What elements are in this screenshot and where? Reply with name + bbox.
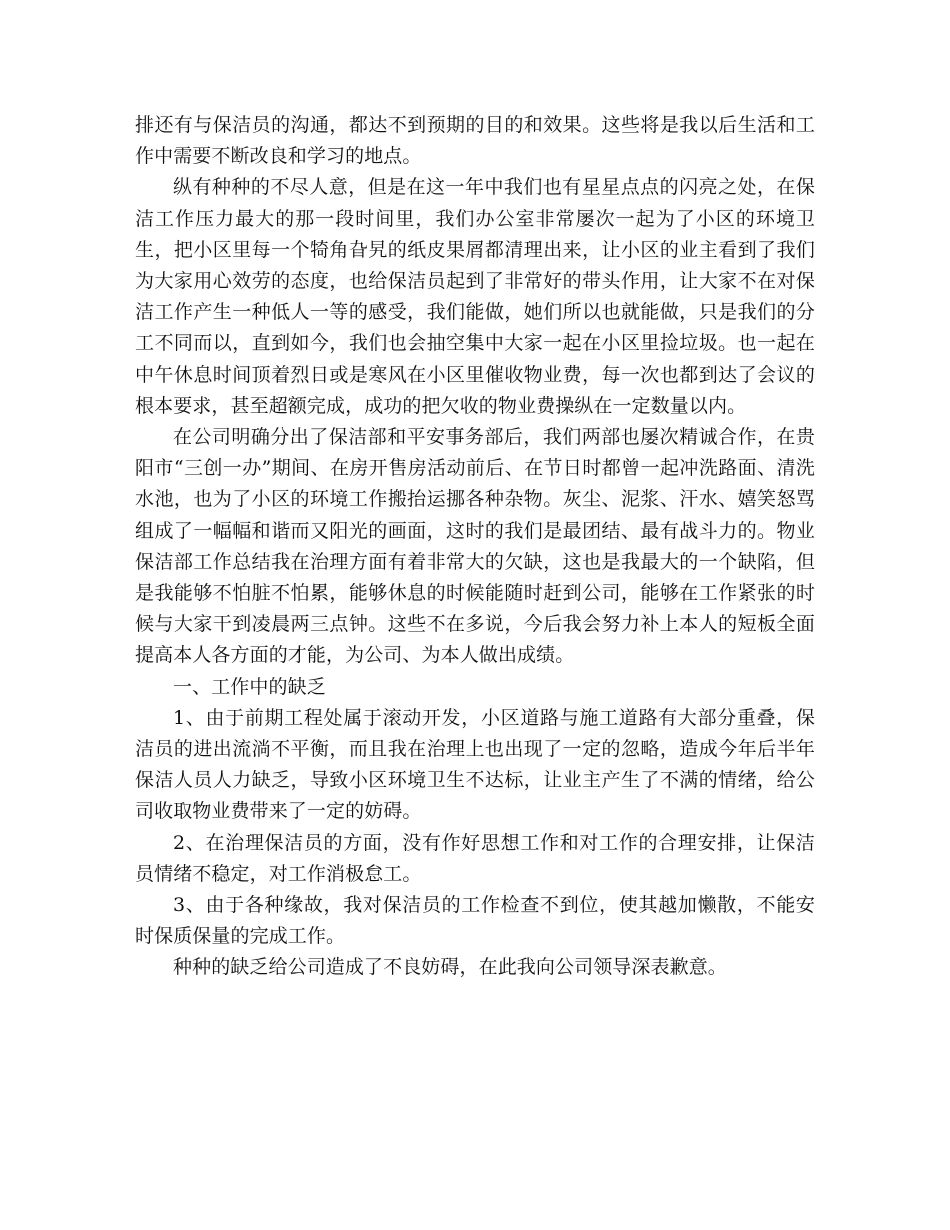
list-item-1: 1、由于前期工程处属于滚动开发，小区道路与施工道路有大部分重叠，保洁员的进出流淌不平衡，而且我在治理上也出现了一定的忽略，造成今年后半年保洁人员人力缺乏，导致小区环境卫生不达标，让业主产生了不满的情绪，给公司收取物业费带来了一定的妨碍。 bbox=[135, 706, 815, 823]
paragraph-apology: 种种的缺乏给公司造成了不良妨碍，在此我向公司领导深表歉意。 bbox=[173, 956, 727, 979]
list-item-2: 2、在治理保洁员的方面，没有作好思想工作和对工作的合理安排，让保洁员情绪不稳定，对工作消极怠工。 bbox=[135, 831, 815, 885]
paragraph-highlights: 纵有种种的不尽人意，但是在这一年中我们也有星星点点的闪亮之处，在保洁工作压力最大的那一段时间里，我们办公室非常屡次一起为了小区的环境卫生，把小区里每一个犄角旮旯的纸皮果屑都清理出来，让小区的业主看到了我们为大家用心效劳的态度，也给保洁员起到了非常好的带头作用，让大家不在对保洁工作产生一种低人一等的感受，我们能做，她们所以也就能做，只是我们的分工不同而以，直到如今，我们也会抽空集中大家一起在小区里捡垃圾。也一起在中午休息时间顶着烈日或是寒风在小区里催收物业费，每一次也都到达了会议的根本要求，甚至超额完成，成功的把欠收的物业费操纵在一定数量以内。 bbox=[135, 176, 815, 417]
document-page bbox=[135, 110, 815, 984]
paragraph-continuation: 排还有与保洁员的沟通，都达不到预期的目的和效果。这些将是我以后生活和工作中需要不断改良和学习的地点。 bbox=[135, 114, 815, 168]
section-heading-shortcomings: 一、工作中的缺乏 bbox=[173, 675, 326, 698]
paragraph-cooperation: 在公司明确分出了保洁部和平安事务部后，我们两部也屡次精诚合作，在贵阳市“三创一办”期间、在房开售房活动前后、在节日时都曾一起冲洗路面、清洗水池，也为了小区的环境工作搬抬运挪各种杂物。灰尘、泥浆、汗水、嬉笑怒骂组成了一幅幅和谐而又阳光的画面，这时的我们是最团结、最有战斗力的。物业保洁部工作总结我在治理方面有着非常大的欠缺，这也是我最大的一个缺陷，但是我能够不怕脏不怕累，能够休息的时候能随时赶到公司，能够在工作紧张的时候与大家干到凌晨两三点钟。这些不在多说，今后我会努力补上本人的短板全面提高本人各方面的才能，为公司、为本人做出成绩。 bbox=[135, 426, 815, 667]
list-item-3: 3、由于各种缘故，我对保洁员的工作检查不到位，使其越加懒散，不能安时保质保量的完成工作。 bbox=[135, 894, 815, 948]
